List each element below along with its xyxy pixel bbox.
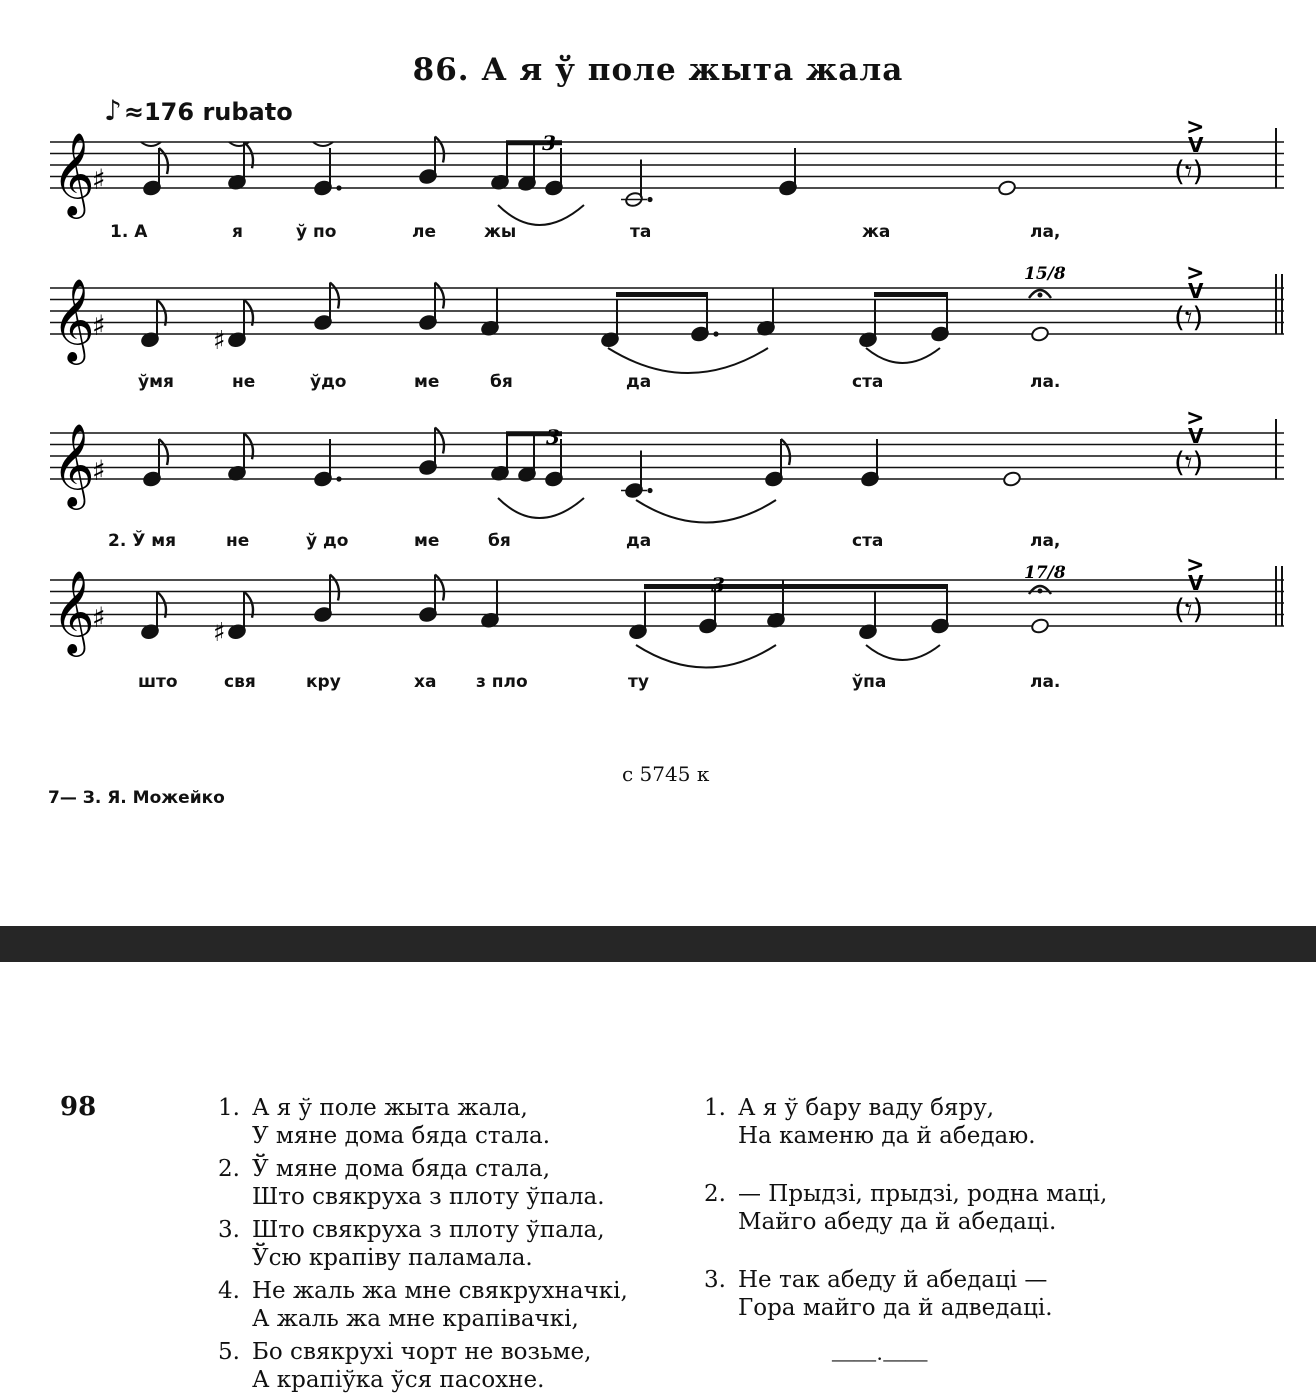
lyric-syllable: ме: [414, 372, 440, 392]
verse-line: А крапіўка ўся пасохне.: [252, 1367, 545, 1393]
lyric-syllable: 2. Ў мя: [108, 531, 177, 551]
fermata-duration: 15/8: [1024, 264, 1066, 284]
lyric-syllable: кру: [306, 672, 341, 692]
augmentation-dot: [647, 197, 652, 202]
verse-stanza: [704, 1266, 1053, 1322]
staff-system: [50, 261, 1284, 365]
verse-stanza: [218, 1338, 591, 1394]
plate-mark: с 5745 к: [622, 762, 710, 786]
lyric-syllable: ха: [414, 672, 437, 692]
verse-number: 4.: [218, 1278, 240, 1304]
fermata-dot: [1038, 293, 1043, 298]
note-flag: [159, 439, 168, 465]
verse-number: 5.: [218, 1339, 240, 1365]
key-signature-sharp-icon: ♯: [92, 309, 106, 342]
lyric-syllable: ле: [412, 222, 436, 242]
lyric-syllable: ла.: [1030, 672, 1061, 692]
verse-number: 1.: [218, 1095, 240, 1121]
sharp-icon: ♯: [213, 617, 226, 648]
beam: [644, 584, 948, 589]
note-flag: [330, 575, 339, 601]
verse-stanza: [218, 1277, 628, 1333]
note-head: [1030, 326, 1049, 343]
verse-line: Майго абеду да й абедаці.: [738, 1209, 1057, 1235]
lyric-syllable: ста: [852, 531, 884, 551]
breath-mark-icon: V: [1188, 571, 1204, 595]
staff-system: [50, 553, 1284, 657]
verse-number: 2.: [218, 1156, 240, 1182]
end-mark: ——·——: [832, 1346, 928, 1371]
triplet-number: 3: [711, 573, 725, 597]
note-flag: [435, 428, 444, 454]
note-flag: [435, 575, 444, 601]
triplet-number: 3: [546, 425, 560, 449]
breath-mark-icon: V: [1188, 279, 1204, 303]
lyric-syllable: ў по: [296, 222, 337, 242]
accent-icon: >: [1186, 406, 1205, 431]
note-head: [1030, 618, 1049, 635]
staff-system: [50, 406, 1284, 510]
verse-number: 2.: [704, 1181, 726, 1207]
lyric-syllable: да: [626, 531, 652, 551]
lyric-syllable: ту: [628, 672, 649, 692]
lyric-syllable: ста: [852, 372, 884, 392]
verse-line: А я ў бару ваду бяру,: [738, 1095, 995, 1121]
fermata-dot: [1038, 589, 1043, 594]
verse-line: Бо свякрухі чорт не возьме,: [252, 1339, 592, 1365]
breath-mark-icon: V: [1188, 424, 1204, 448]
page-credit: 7— З. Я. Можейко: [48, 788, 225, 808]
note-flag: [159, 148, 168, 174]
staff-system: [50, 115, 1284, 219]
lyric-syllable: жы: [484, 222, 517, 242]
augmentation-dot: [647, 488, 652, 493]
lyric-syllable: што: [138, 672, 178, 692]
lyric-syllable: я: [232, 222, 243, 242]
verse-stanza: [704, 1180, 1107, 1236]
verse-line: Не жаль жа мне свякрухначкі,: [252, 1278, 628, 1304]
accent-icon: >: [1186, 553, 1205, 578]
verse-line: Што свякруха з плоту ўпала.: [252, 1184, 605, 1210]
song-title: 86. А я ў поле жыта жала: [412, 52, 904, 88]
verse-stanza: [218, 1094, 550, 1150]
lyric-syllable: ла,: [1030, 222, 1061, 242]
key-signature-sharp-icon: ♯: [92, 454, 106, 487]
treble-clef-icon: 𝄞: [52, 422, 95, 506]
tempo-text: ≈176 rubato: [123, 98, 293, 126]
lyric-syllable: ла,: [1030, 531, 1061, 551]
treble-clef-icon: 𝄞: [52, 569, 95, 653]
bracketed-rest-icon: (𝄾): [1174, 154, 1204, 188]
lyric-syllable: 1. А: [110, 222, 148, 242]
verse-stanza: [704, 1094, 1036, 1150]
note-flag: [435, 137, 444, 163]
lyric-syllable: бя: [490, 372, 513, 392]
verse-line: А жаль жа мне крапівачкі,: [252, 1306, 579, 1332]
lyric-syllable: ме: [414, 531, 440, 551]
bracketed-rest-icon: (𝄾): [1174, 445, 1204, 479]
slur: [636, 645, 776, 668]
page-divider: [0, 926, 1316, 962]
augmentation-dot: [336, 185, 341, 190]
slur: [866, 348, 940, 363]
beam: [874, 292, 948, 297]
verse-line: Ўсю крапіву паламала.: [252, 1245, 533, 1271]
note-flag: [330, 283, 339, 309]
verse-line: На каменю да й абедаю.: [738, 1123, 1036, 1149]
lyric-syllable: ўмя: [138, 372, 174, 392]
treble-clef-icon: 𝄞: [52, 131, 95, 215]
note-flag: [435, 283, 444, 309]
verse-number: 1.: [704, 1095, 726, 1121]
verse-stanza: [218, 1216, 605, 1272]
bracketed-rest-icon: (𝄾): [1174, 300, 1204, 334]
verse-line: Не так абеду й абедаці —: [738, 1267, 1048, 1293]
slur: [866, 645, 940, 660]
lyric-syllable: ўпа: [852, 672, 887, 692]
key-signature-sharp-icon: ♯: [92, 601, 106, 634]
verse-stanza: [218, 1155, 605, 1211]
lyric-syllable: бя: [488, 531, 511, 551]
slur: [608, 348, 768, 373]
key-signature-sharp-icon: ♯: [92, 163, 106, 196]
verse-number: 3.: [218, 1217, 240, 1243]
slur: [636, 500, 776, 523]
bracketed-rest-icon: (𝄾): [1174, 592, 1204, 626]
lyric-syllable: з пло: [476, 672, 528, 692]
verse-line: У мяне дома бяда стала.: [252, 1123, 551, 1149]
lyric-syllable: да: [626, 372, 652, 392]
beam: [616, 292, 708, 297]
augmentation-dot: [336, 476, 341, 481]
page-number: 98: [60, 1092, 97, 1122]
sharp-icon: ♯: [213, 325, 226, 356]
breath-mark-icon: V: [1188, 133, 1204, 157]
verse-line: Ў мяне дома бяда стала,: [252, 1156, 551, 1182]
fermata-duration: 17/8: [1024, 563, 1066, 583]
note-head: [997, 180, 1016, 197]
lyric-syllable: ў до: [306, 531, 349, 551]
lyric-syllable: свя: [224, 672, 256, 692]
triplet-number: 3: [542, 131, 556, 155]
treble-clef-icon: 𝄞: [52, 277, 95, 361]
augmentation-dot: [713, 331, 718, 336]
accent-icon: >: [1186, 261, 1205, 286]
lyric-syllable: та: [630, 222, 652, 242]
verse-line: А я ў поле жыта жала,: [252, 1095, 528, 1121]
lyric-syllable: ўдо: [310, 372, 347, 392]
verse-line: Гора майго да й адведаці.: [738, 1295, 1053, 1321]
lyric-syllable: не: [226, 531, 250, 551]
lyric-syllable: не: [232, 372, 256, 392]
note-flag: [781, 439, 790, 465]
accent-icon: >: [1186, 115, 1205, 140]
slur: [498, 498, 584, 518]
lyric-syllable: жа: [862, 222, 891, 242]
lyric-syllable: ла.: [1030, 372, 1061, 392]
note-head: [1002, 471, 1021, 488]
verse-line: Што свякруха з плоту ўпала,: [252, 1217, 605, 1243]
verse-number: 3.: [704, 1267, 726, 1293]
eighth-note-icon: ♪: [104, 94, 122, 127]
verse-line: — Прыдзі, прыдзі, родна маці,: [738, 1181, 1108, 1207]
